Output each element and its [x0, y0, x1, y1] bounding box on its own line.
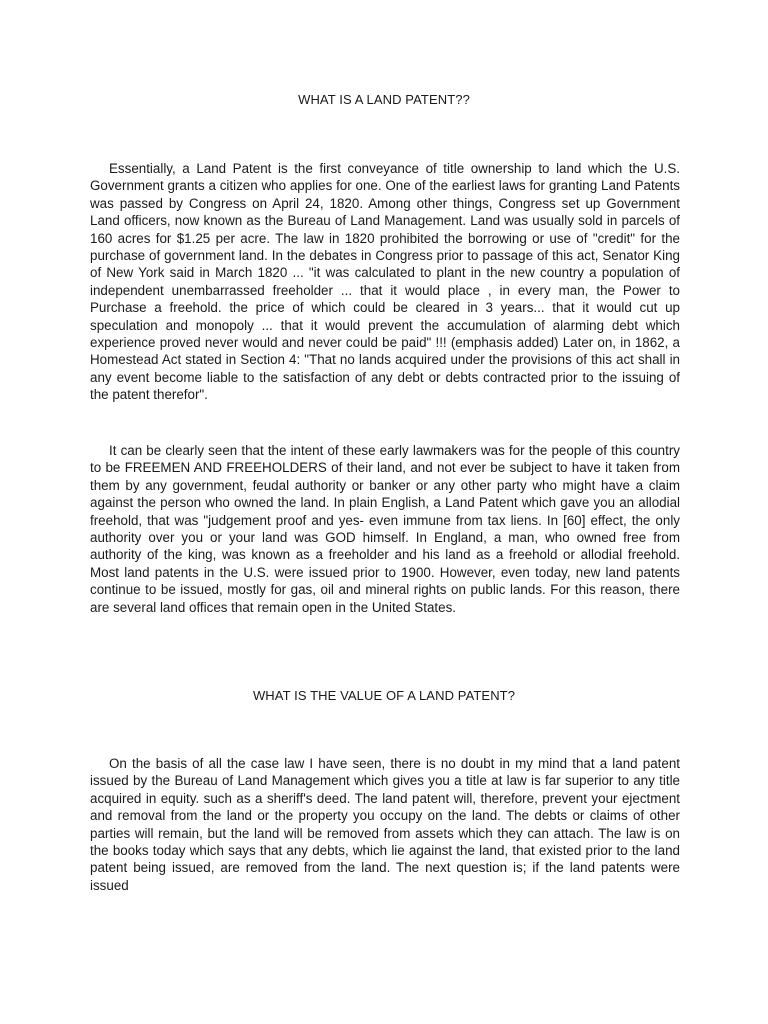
paragraph-land-patent-definition: Essentially, a Land Patent is the first conveyance of title ownership to land which the U.S. Government grants a citizen who applies for one. One of the earliest laws for granting Land Patents was passed by Congress on April 24, 1820. Among other things, Congress set up Government Land officers, now known as the Bureau of Land Management. Land was usually sold in parcels of 160 acres for $1.25 per acre. The law in 1820 prohibited the borrowing or use of "credit" for the purchase of government land. In the debates in Congress prior to passage of this act, Senator King of New York said in March 1820 ... "it was calculated to plant in the new country a population of independent unembarrassed freeholder ... that it would place , in every man, the Power to Purchase a freehold. the price of which could be cleared in 3 years... that it would cut up speculation and monopoly ... that it would prevent the accumulation of alarming debt which experience proved never would and never could be paid" !!! (emphasis added) Later on, in 1862, a Homestead Act stated in Section 4: "That no lands acquired under the provisions of this act shall in any event become liable to the satisfaction of any debt or debts contracted prior to the issuing of the patent therefor". — [90, 161, 680, 403]
heading-what-is-a-land-patent: WHAT IS A LAND PATENT?? — [298, 92, 470, 107]
paragraph-case-law: On the basis of all the case law I have seen, there is no doubt in my mind that a land patent issued by the Bureau of Land Management which gives you a title at law is far superior to any title acquired in equity. such as a sheriff's deed. The land patent will, therefore, prevent your ejectment and removal from the land or the property you occupy on the land. The debts or claims of other parties will remain, but the land will be removed from assets which they can attach. The law is on the books today which says that any debts, which lie against the land, that existed prior to the land patent being issued, are removed from the land. The next question is; if the land patents were issued — [90, 756, 680, 893]
heading-value-of-land-patent: WHAT IS THE VALUE OF A LAND PATENT? — [252, 688, 516, 703]
paragraph-lawmakers-intent: It can be clearly seen that the intent of these early lawmakers was for the people of this country to be FREEMEN AND FREEHOLDERS of their land, and not ever be subject to have it taken from them by any government, feudal authority or banker or any other party who might have a claim against the person who owned the land. In plain English, a Land Patent which gave you an allodial freehold, that was "judgement proof and yes- even immune from tax liens. In [60] effect, the only authority over you or your land was GOD himself. In England, a man, who owned free from authority of the king, was known as a freeholder and his land as a freehold or allodial freehold. Most land patents in the U.S. were issued prior to 1900. However, even today, new land patents continue to be issued, mostly for gas, oil and mineral rights on public lands. For this reason, there are several land offices that remain open in the United States. — [90, 443, 680, 615]
